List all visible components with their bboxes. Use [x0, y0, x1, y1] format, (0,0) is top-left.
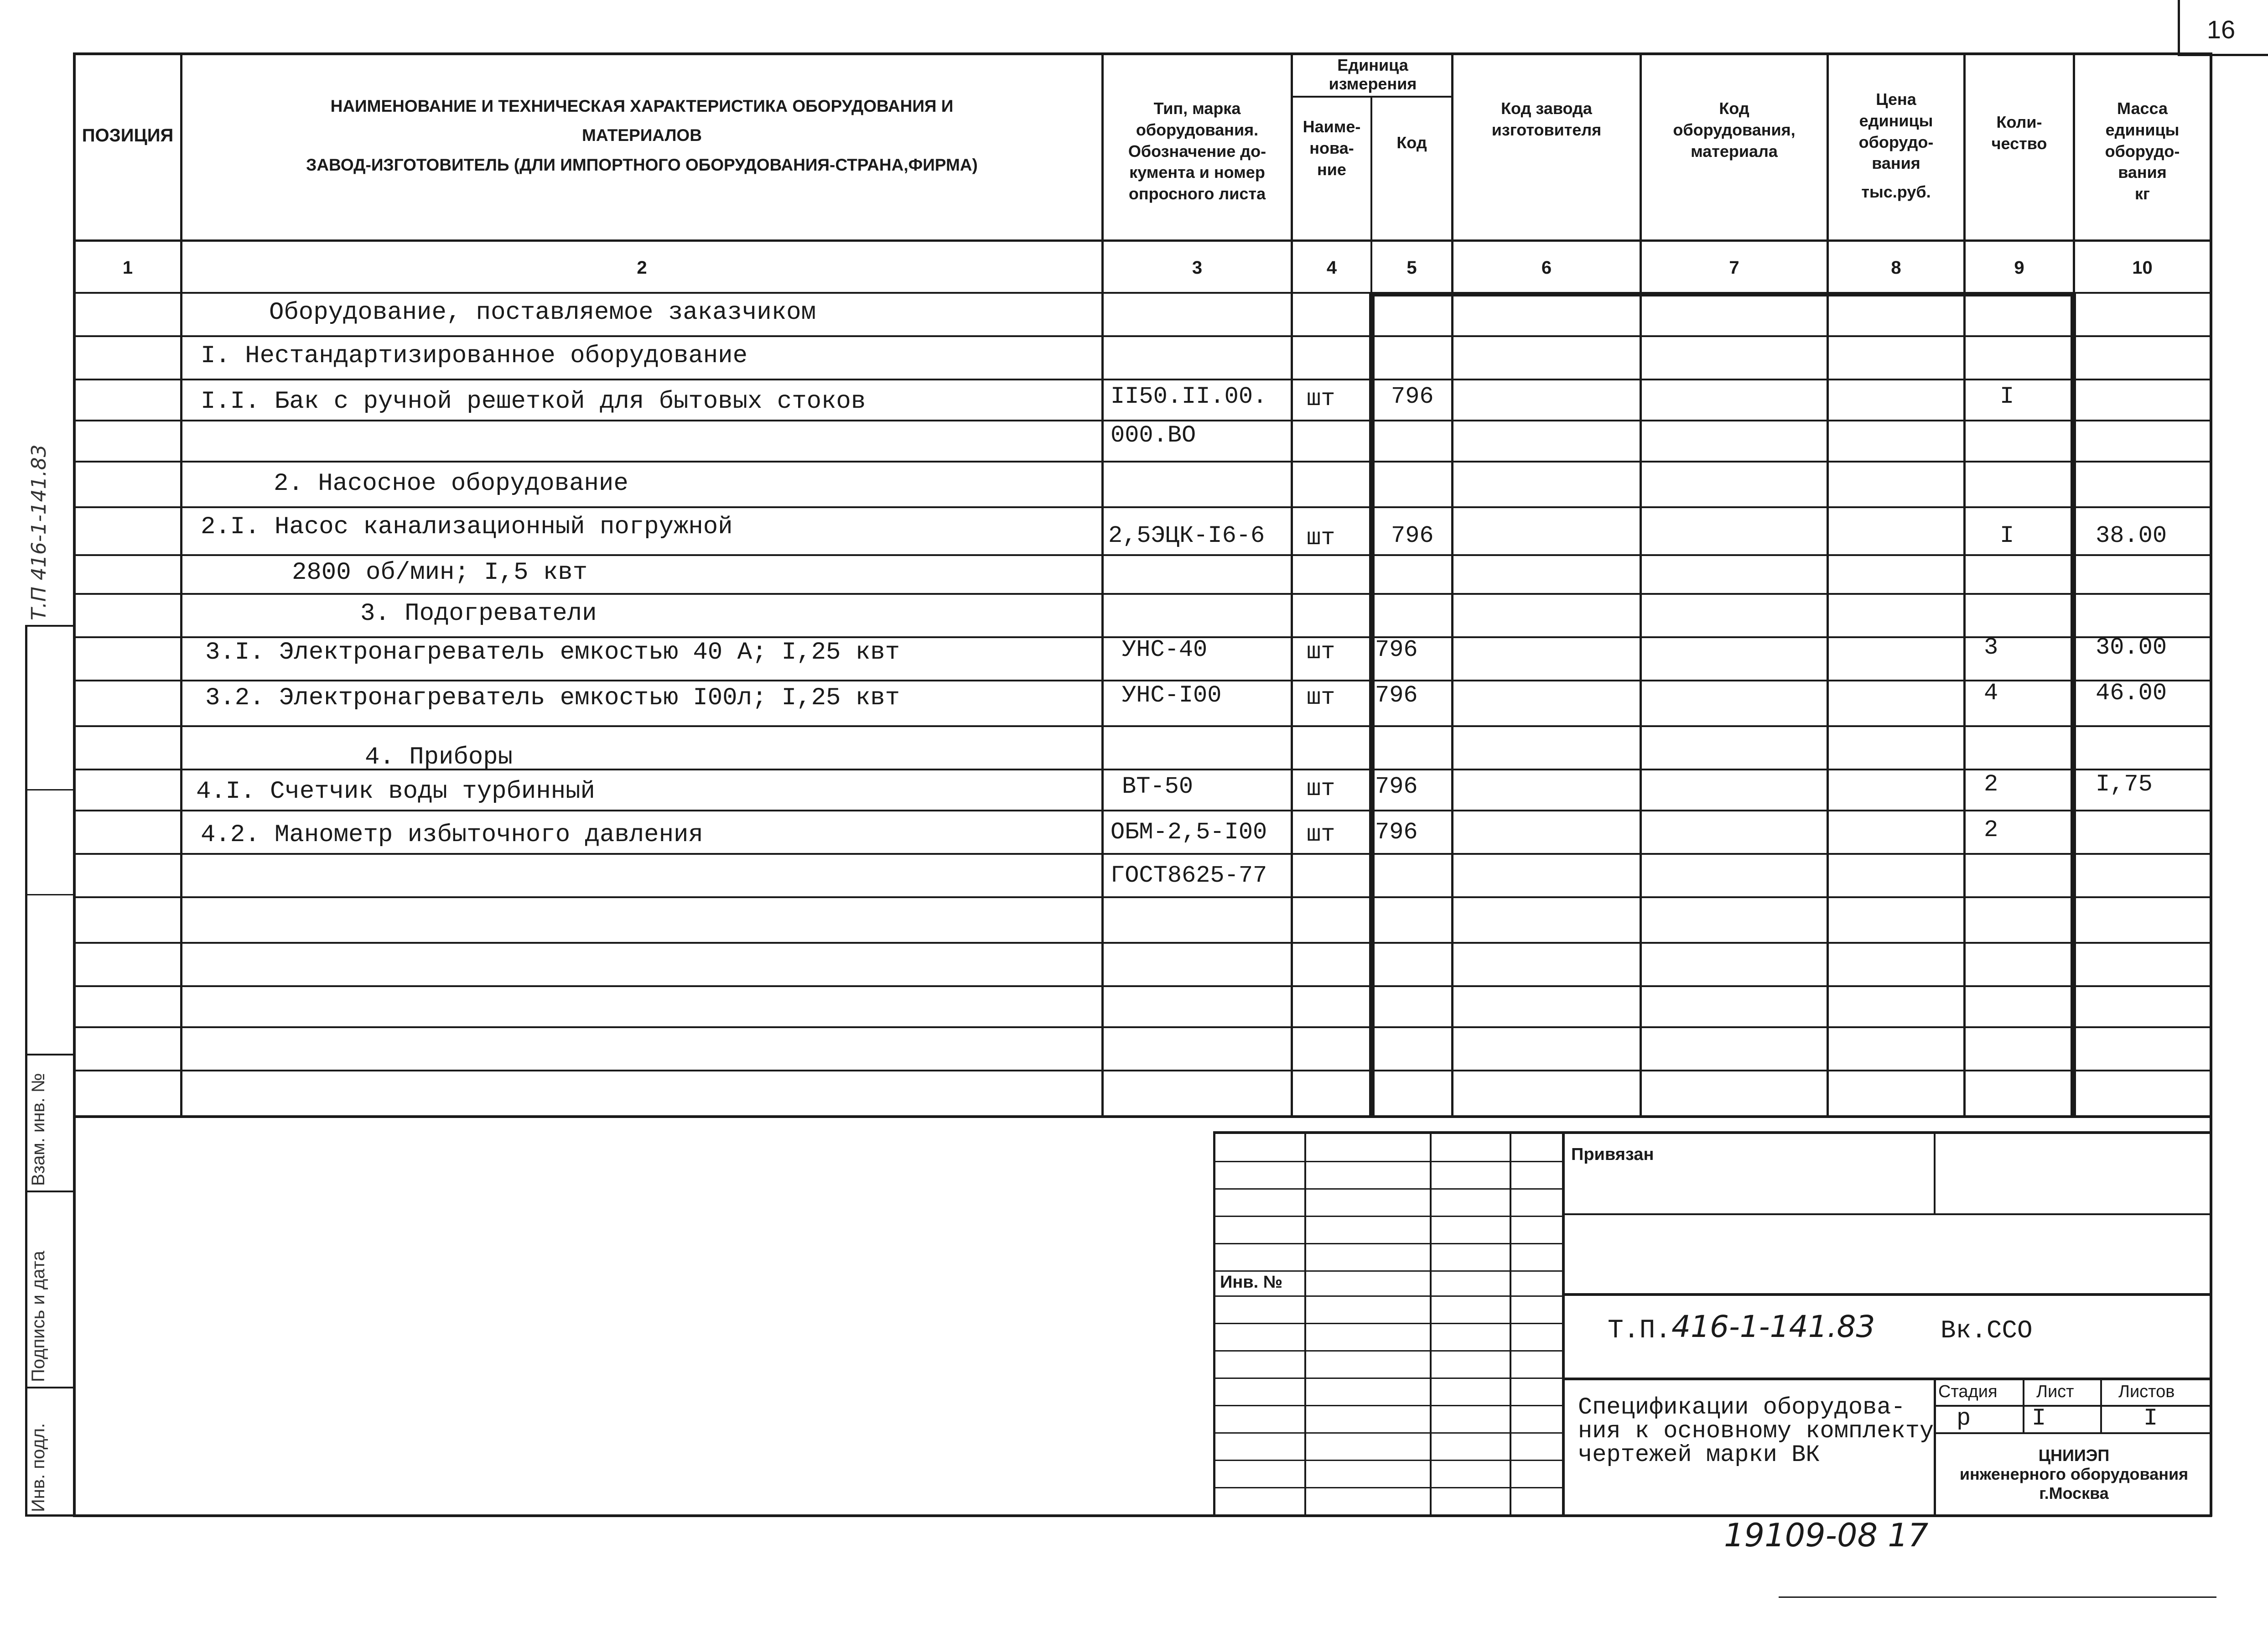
table-row-name: 4.I. Счетчик воды турбинный [196, 778, 595, 806]
col-number-5: 5 [1406, 258, 1417, 278]
col-number-7: 7 [1729, 258, 1739, 278]
col-number-6: 6 [1541, 258, 1552, 278]
table-row-name: 4. Приборы [365, 744, 513, 771]
side-orig: Инв. подл. [28, 1423, 48, 1512]
stamp-doc-mark: Вк.ССО [1941, 1316, 2033, 1345]
header-price: Цена единицы оборудо- вания тыс.руб. [1858, 90, 1934, 202]
col-number-9: 9 [2014, 258, 2024, 278]
table-row-unit: шт [1307, 525, 1335, 551]
bottom-number: 19109-08 17 [1724, 1517, 1929, 1554]
header-position: ПОЗИЦИЯ [82, 125, 174, 146]
table-row-name: 2.I. Насос канализационный погружной [201, 513, 733, 541]
stamp-sheets-label: Листов [2118, 1382, 2175, 1401]
table-row-type: 000.BO [1111, 422, 1196, 449]
table-row-unit: шт [1307, 775, 1335, 802]
col-number-8: 8 [1891, 258, 1901, 278]
table-row-mass: 38.00 [2096, 522, 2167, 549]
table-row-name: 3.I. Электронагреватель емкостью 40 А; I,25 квт [205, 639, 900, 666]
table-row-qty: 2 [1984, 771, 1998, 798]
side-replace: Взам. инв. № [28, 1073, 48, 1186]
stamp-doc-prefix: Т.П. [1608, 1316, 1671, 1346]
table-row-name: 4.2. Манометр избыточного давления [201, 821, 703, 849]
stamp-doc-number: 416-1-141.83 [1671, 1309, 1875, 1344]
table-row-type: ВТ-50 [1122, 773, 1194, 800]
table-row-code: 796 [1375, 819, 1418, 846]
table-row-name: I.I. Бак с ручной решеткой для бытовых стоков [201, 388, 866, 416]
table-row-qty: I [2000, 383, 2014, 410]
table-row-name: Оборудование, поставляемое заказчиком [269, 299, 816, 327]
stamp-sheet: I [2032, 1405, 2046, 1432]
table-row-mass: I,75 [2096, 771, 2153, 798]
table-row-type: УНС-40 [1122, 636, 1208, 663]
header-factory-code: Код завода изготовителя [1491, 99, 1602, 139]
table-row-type: ГОСТ8625-77 [1111, 862, 1267, 889]
col-number-3: 3 [1192, 258, 1203, 278]
table-row-type: 2,5ЭЦК-I6-6 [1108, 522, 1265, 549]
col-number-10: 10 [2132, 258, 2153, 278]
frame-top [73, 52, 2212, 55]
table-row-code: 796 [1391, 383, 1434, 410]
col-number-1: 1 [122, 258, 133, 278]
header-quantity: Коли- чество [1991, 113, 2047, 153]
table-row-name: 2. Насосное оборудование [274, 470, 628, 498]
table-row-type: ОБМ-2,5-I00 [1111, 819, 1267, 846]
header-unit-name: Наиме- нова- ние [1303, 117, 1361, 179]
table-row-qty: I [2000, 522, 2014, 549]
table-row-unit: шт [1307, 639, 1335, 666]
stamp-privyazan: Привязан [1571, 1145, 1654, 1164]
side-sign: Подпись и дата [28, 1251, 48, 1382]
stamp-org: ЦНИИЭП инженерного оборудования г.Москва [1959, 1446, 2189, 1503]
header-unit-code: Код [1396, 133, 1427, 152]
table-row-unit: шт [1307, 385, 1335, 412]
stamp-stage-label: Стадия [1938, 1382, 1998, 1401]
frame-right [2210, 52, 2212, 1517]
table-row-mass: 30.00 [2096, 634, 2167, 661]
header-type: Тип, марка оборудования. Обозначение до- кумента и номер опросного листа [1128, 99, 1266, 203]
stamp-sheets: I [2143, 1405, 2158, 1432]
table-row-code: 796 [1375, 773, 1418, 800]
table-row-code: 796 [1391, 522, 1434, 549]
stamp-stage: р [1957, 1405, 1971, 1432]
table-row-qty: 3 [1984, 634, 1998, 661]
table-row-code: 796 [1375, 682, 1418, 709]
side-doc-ref: Т.П 416-1-141.83 [27, 444, 51, 620]
table-row-name: 2800 об/мин; I,5 квт [292, 559, 588, 587]
table-row-mass: 46.00 [2096, 680, 2167, 707]
header-equipment-code: Код оборудования, материала [1673, 99, 1796, 161]
table-row-unit: шт [1307, 821, 1335, 848]
table-row-name: 3.2. Электронагреватель емкостью I00л; I,25 квт [205, 684, 900, 712]
stamp-inv: Инв. № [1220, 1273, 1283, 1292]
col-number-2: 2 [637, 258, 647, 278]
stamp-sheet-label: Лист [2036, 1382, 2074, 1401]
table-row-name: I. Нестандартизированное оборудование [201, 342, 747, 370]
table-row-unit: шт [1307, 684, 1335, 711]
table-row-type: УНС-I00 [1122, 682, 1222, 709]
col-number-4: 4 [1326, 258, 1337, 278]
table-row-type: II50.II.00. [1111, 383, 1267, 410]
table-row-code: 796 [1375, 636, 1418, 663]
stamp-title: Спецификации оборудова- ния к основному комплекту чертежей марки ВК [1578, 1394, 1934, 1468]
header-name: НАИМЕНОВАНИЕ И ТЕХНИЧЕСКАЯ ХАРАКТЕРИСТИКА ОБОРУДОВАНИЯ И МАТЕРИАЛОВ ЗАВОД-ИЗГОТОВИТЕЛЬ (ДЛИ ИМПОРТНОГО ОБОРУДОВАНИЯ-СТРАНА,ФИРМА) [306, 97, 978, 174]
page-number: 16 [2206, 15, 2236, 44]
table-row-qty: 2 [1984, 816, 1998, 843]
table-row-qty: 4 [1984, 680, 1998, 707]
header-unit-group: Единица измерения [1329, 56, 1417, 94]
table-row-name: 3. Подогреватели [360, 600, 597, 628]
header-mass: Масса единицы оборудо- вания кг [2105, 99, 2180, 203]
